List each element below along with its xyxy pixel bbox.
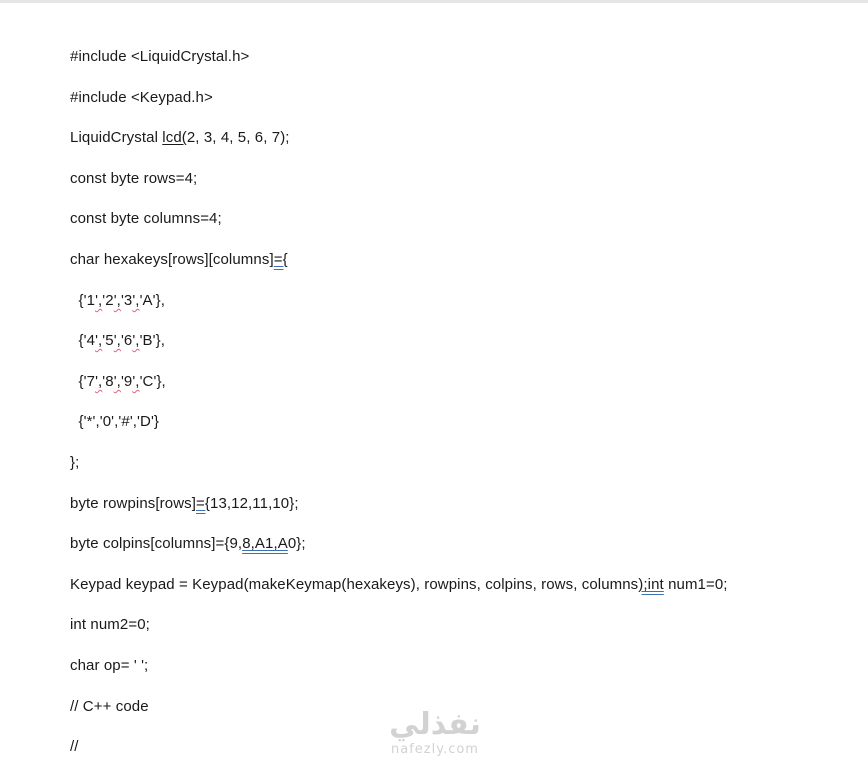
- code-text: '5: [102, 332, 114, 349]
- code-line: [70, 47, 249, 67]
- code-text: 13,12,11,10};: [210, 495, 299, 512]
- code-text: byte rowpins[rows]: [70, 495, 197, 512]
- code-text: //: [70, 738, 79, 755]
- code-text: '2: [102, 292, 114, 309]
- code-text: '6: [120, 332, 133, 349]
- watermark-domain: nafezly.com: [391, 742, 479, 757]
- code-line: [70, 534, 306, 554]
- code-text: {'*','0','#','D'}: [70, 413, 160, 430]
- code-line: [70, 412, 159, 432]
- code-line: [70, 169, 197, 189]
- code-text: 'A'},: [139, 292, 165, 309]
- proofing-mark-text: ',: [95, 373, 103, 390]
- code-text: {'7: [70, 373, 96, 390]
- proofing-mark-text: ',: [113, 292, 121, 309]
- code-text: LiquidCrystal: [70, 129, 163, 146]
- code-text: 'B'},: [139, 332, 165, 349]
- proofing-mark-text: ',: [95, 332, 103, 349]
- code-line: [70, 372, 166, 392]
- code-text: #include <Keypad.h>: [70, 89, 213, 106]
- code-text: const byte columns=4;: [70, 210, 222, 227]
- code-line: [70, 737, 79, 757]
- proofing-mark-text: ={: [273, 251, 288, 268]
- code-line: [70, 250, 288, 270]
- code-line: [70, 128, 290, 148]
- code-text: int num2=0;: [70, 616, 150, 633]
- code-line: [70, 494, 299, 514]
- proofing-mark-text: );int: [638, 576, 664, 593]
- code-text: 2, 3, 4, 5, 6, 7);: [186, 129, 290, 146]
- code-line: [70, 331, 165, 351]
- code-text: '3: [120, 292, 133, 309]
- code-text: {'4: [70, 332, 96, 349]
- code-text: '9: [120, 373, 133, 390]
- code-line: [70, 575, 728, 595]
- code-text: num1=0;: [663, 576, 728, 593]
- proofing-mark-text: ',: [95, 292, 103, 309]
- code-line: [70, 88, 213, 108]
- watermark-logo: نفذلي: [389, 707, 481, 742]
- proofing-mark-text: ',: [132, 332, 140, 349]
- code-line: [70, 453, 79, 473]
- code-line: [70, 697, 149, 717]
- proofing-mark-text: ={: [196, 495, 210, 512]
- code-text: char op= ' ';: [70, 657, 149, 674]
- code-text: const byte rows=4;: [70, 170, 198, 187]
- code-line: [70, 209, 222, 229]
- code-line: [70, 291, 165, 311]
- proofing-mark-text: 8,A1,A: [242, 535, 288, 552]
- code-text: 'C'},: [139, 373, 166, 390]
- code-line: [70, 656, 148, 676]
- code-text: #include <LiquidCrystal.h>: [70, 48, 250, 65]
- watermark: [380, 708, 490, 766]
- code-text: '8: [102, 373, 114, 390]
- code-text: Keypad keypad = Keypad(makeKeymap(hexakeys), rowpins, colpins, rows, columns: [70, 576, 639, 593]
- code-line: [70, 615, 150, 635]
- proofing-mark-text: ',: [113, 373, 121, 390]
- proofing-mark-text: lcd(: [162, 129, 187, 146]
- code-text: };: [70, 454, 80, 471]
- code-text: // C++ code: [70, 698, 149, 715]
- code-text: {'1: [70, 292, 96, 309]
- proofing-mark-text: ',: [132, 292, 140, 309]
- code-text: 0};: [287, 535, 306, 552]
- code-text: char hexakeys[rows][columns]: [70, 251, 274, 268]
- proofing-mark-text: ',: [113, 332, 121, 349]
- code-text: byte colpins[columns]={9,: [70, 535, 243, 552]
- proofing-mark-text: ',: [132, 373, 140, 390]
